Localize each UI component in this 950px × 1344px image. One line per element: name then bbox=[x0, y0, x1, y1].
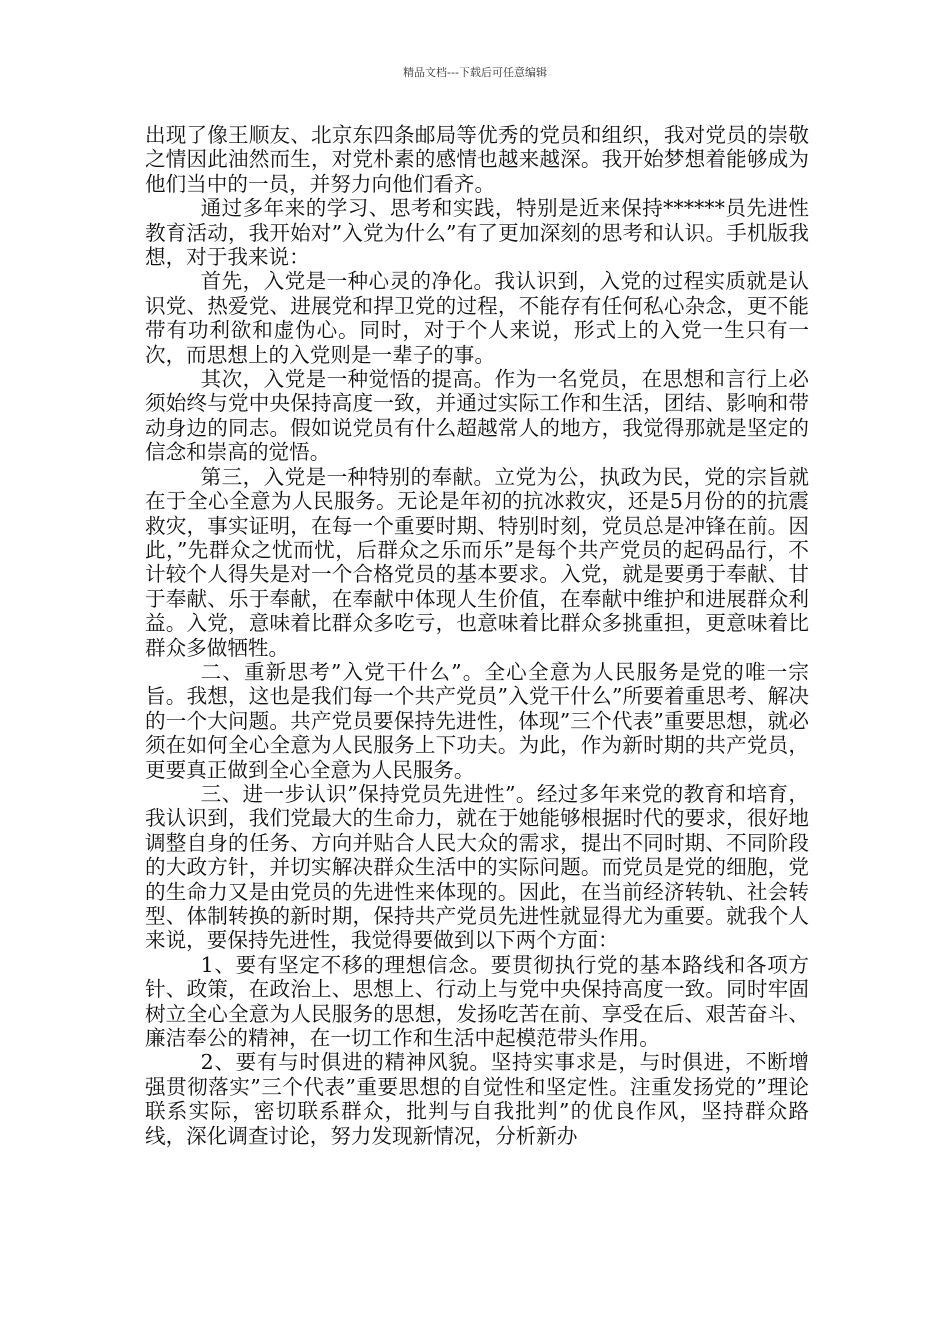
page-header-watermark: 精品文档---下载后可任意编辑 bbox=[403, 66, 547, 79]
paragraph-1: 出现了像王顺友、北京东四条邮局等优秀的党员和组织，我对党员的崇敬之情因此油然而生，对党朴素的感情也越来越深。我开始梦想着能够成为他们当中的一员，并努力向他们看齐。 bbox=[145, 123, 809, 196]
paragraph-4: 其次，入党是一种觉悟的提高。作为一名党员，在思想和言行上必须始终与党中央保持高度一致，并通过实际工作和生活，团结、影响和带动身边的同志。假如说党员有什么超越常人的地方，我觉得那就是坚定的信念和崇高的觉悟。 bbox=[145, 367, 809, 465]
paragraph-6: 二、重新思考”入党干什么”。全心全意为人民服务是党的唯一宗旨。我想，这也是我们每一个共产党员”入党干什么”所要着重思考、解决的一个大问题。共产党员要保持先进性，体现”三个代表”重要思想，就必须在如何全心全意为人民服务上下功夫。为此，作为新时期的共产党员，更要真正做到全心全意为人民服务。 bbox=[145, 659, 809, 782]
paragraph-2: 通过多年来的学习、思考和实践，特别是近来保持******员先进性教育活动，我开始对”入党为什么”有了更加深刻的思考和认识。手机版我想，对于我来说： bbox=[145, 196, 809, 270]
paragraph-7: 三、进一步认识”保持党员先进性”。经过多年来党的教育和培育，我认识到，我们党最大的生命力，就在于她能够根据时代的要求，很好地调整自身的任务、方向并贴合人民大众的需求，提出不同时期、不同阶段的大政方针，并切实解决群众生活中的实际问题。而党员是党的细胞，党的生命力又是由党员的先进性来体现的。因此，在当前经济转轨、社会转型、体制转换的新时期，保持共产党员先进性就显得尤为重要。就我个人来说，要保持先进性，我觉得要做到以下两个方面： bbox=[145, 781, 809, 953]
document-body bbox=[145, 123, 809, 1148]
paragraph-9: 2、要有与时俱进的精神风貌。坚持实事求是，与时俱进，不断增强贯彻落实”三个代表”重要思想的自觉性和坚定性。注重发扬党的”理论联系实际，密切联系群众，批判与自我批判”的优良作风，坚持群众路线，深化调查讨论，努力发现新情况，分析新办 bbox=[145, 1050, 809, 1148]
paragraph-3: 首先，入党是一种心灵的净化。我认识到，入党的过程实质就是认识党、热爱党、进展党和捍卫党的过程，不能存有任何私心杂念，更不能带有功利欲和虚伪心。同时，对于个人来说，形式上的入党一生只有一次，而思想上的入党则是一辈子的事。 bbox=[145, 269, 809, 367]
paragraph-5: 第三，入党是一种特别的奉献。立党为公，执政为民，党的宗旨就在于全心全意为人民服务。无论是年初的抗冰救灾，还是5月份的的抗震救灾，事实证明，在每一个重要时期、特别时刻，党员总是冲锋在前。因此，”先群众之忧而忧，后群众之乐而乐”是每个共产党员的起码品行，不计较个人得失是对一个合格党员的基本要求。入党，就是要勇于奉献、甘于奉献、乐于奉献，在奉献中体现人生价值，在奉献中维护和进展群众利益。入党，意味着比群众多吃亏，也意味着比群众多挑重担，更意味着比群众多做牺牲。 bbox=[145, 464, 809, 660]
paragraph-8: 1、要有坚定不移的理想信念。要贯彻执行党的基本路线和各项方针、政策，在政治上、思想上、行动上与党中央保持高度一致。同时牢固树立全心全意为人民服务的思想，发扬吃苦在前、享受在后、艰苦奋斗、廉洁奉公的精神，在一切工作和生活中起模范带头作用。 bbox=[145, 952, 809, 1051]
